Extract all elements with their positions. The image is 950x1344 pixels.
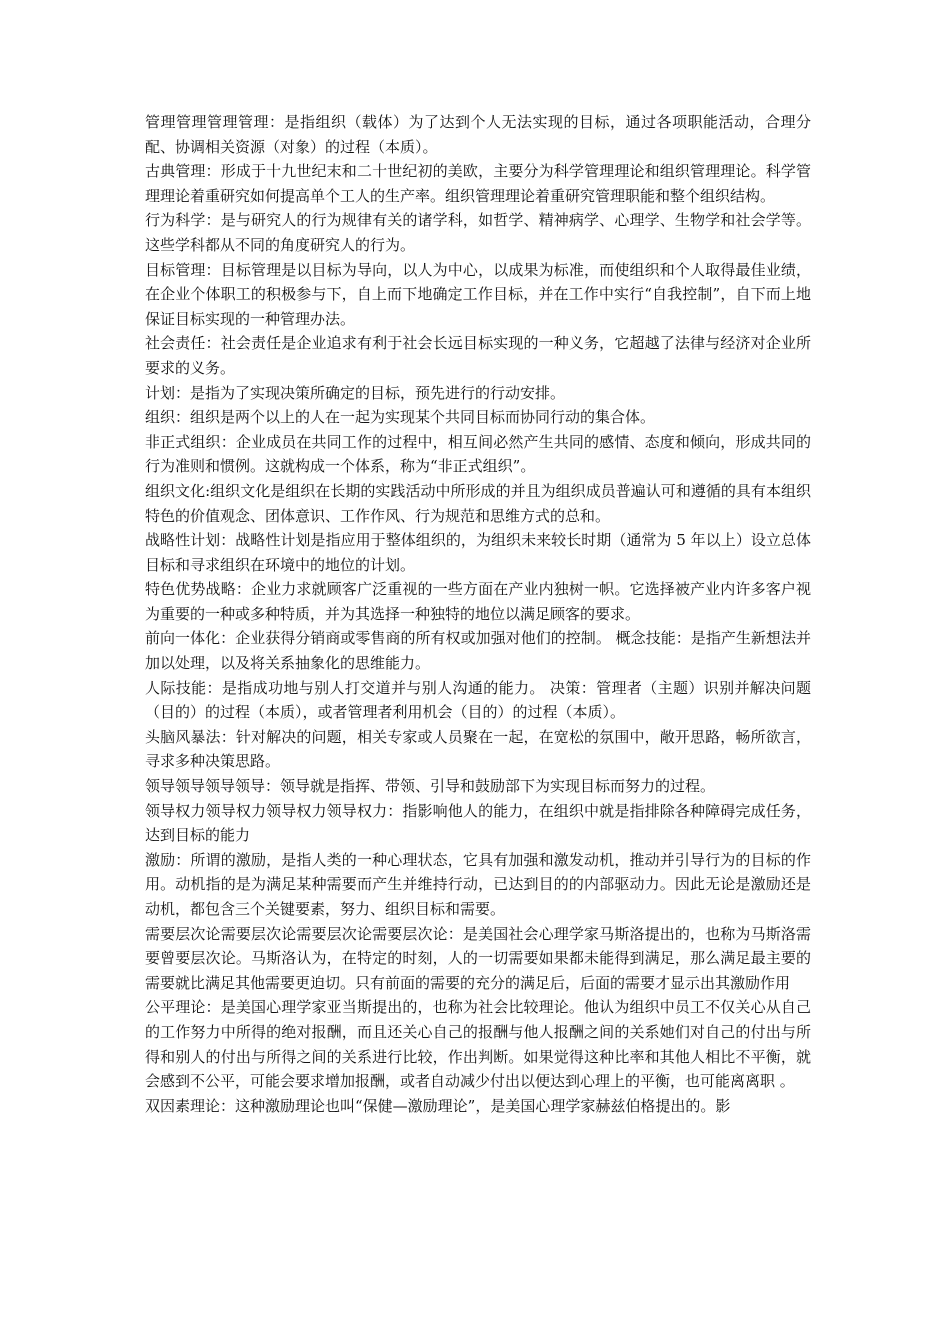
paragraph-classical-management: 古典管理：形成于十九世纪末和二十世纪初的美欧，主要分为科学管理理论和组织管理理论。科学管理理论着重研究如何提高单个工人的生产率。组织管理理论着重研究管理职能和整个组织结构。 [145,162,811,205]
paragraph-hierarchy-of-needs: 需要层次论需要层次论需要层次论需要层次论：是美国社会心理学家马斯洛提出的，也称为马斯洛需要曾要层次论。马斯洛认为，在特定的时刻，人的一切需要如果都未能得到满足，那么满足最主要的需要就比满足其他需要更迫切。只有前面的需要的充分的满足后，后面的需要才显示出其激励作用 [145,924,811,992]
paragraph-organization: 组织：组织是两个以上的人在一起为实现某个共同目标而协同行动的集合体。 [145,408,656,427]
paragraph-leadership-power: 领导权力领导权力领导权力领导权力：指影响他人的能力，在组织中就是指排除各种障碍完成任务，达到目标的能力 [145,801,811,845]
paragraph-forward-integration: 前向一体化：企业获得分销商或零售商的所有权或加强对他们的控制。 概念技能：是指产生新想法并加以处理，以及将关系抽象化的思维能力。 [145,629,811,673]
paragraph-management: 管理管理管理管理：是指组织（载体）为了达到个人无法实现的目标，通过各项职能活动，合理分配、协调相关资源（对象）的过程（本质）。 [145,113,811,156]
paragraph-interpersonal-skills: 人际技能：是指成功地与别人打交道并与别人沟通的能力。 决策：管理者（主题）识别并解决问题（目的）的过程（本质），或者管理者利用机会（目的）的过程（本质）。 [145,678,811,722]
paragraph-differentiation-strategy: 特色优势战略：企业力求就顾客广泛重视的一些方面在产业内独树一帜。它选择被产业内许多客户视为重要的一种或多种特质，并为其选择一种独特的地位以满足顾客的要求。 [145,580,811,623]
paragraph-leadership: 领导领导领导领导：领导就是指挥、带领、引导和鼓励部下为实现目标而努力的过程。 [145,777,716,796]
paragraph-informal-organization: 非正式组织：企业成员在共同工作的过程中，相互间必然产生共同的感情、态度和倾向，形成共同的行为准则和惯例。这就构成一个体系，称为“非正式组织”。 [145,432,811,476]
paragraph-planning: 计划：是指为了实现决策所确定的目标，预先进行的行动安排。 [145,383,566,402]
document-body [145,110,811,1118]
paragraph-organizational-culture: 组织文化:组织文化是组织在长期的实践活动中所形成的并且为组织成员普遍认可和遵循的具有本组织特色的价值观念、团体意识、工作作风、行为规范和思维方式的总和。 [145,481,811,525]
paragraph-motivation: 激励：所谓的激励，是指人类的一种心理状态，它具有加强和激发动机，推动并引导行为的目标的作用。动机指的是为满足某种需要而产生并维持行动，已达到目的的内部驱动力。因此无论是激励还是动机，都包含三个关键要素，努力、组织目标和需要。 [145,850,811,918]
paragraph-behavioral-science: 行为科学：是与研究人的行为规律有关的诸学科，如哲学、精神病学、心理学、生物学和社会学等。这些学科都从不同的角度研究人的行为。 [145,211,811,254]
paragraph-brainstorming: 头脑风暴法：针对解决的问题，相关专家或人员聚在一起，在宽松的氛围中，敞开思路，畅所欲言，寻求多种决策思路。 [145,727,811,771]
paragraph-two-factor-theory: 双因素理论：这种激励理论也叫“保健—激励理论”，是美国心理学家赫兹伯格提出的。影 [145,1096,731,1115]
paragraph-social-responsibility: 社会责任：社会责任是企业追求有利于社会长远目标实现的一种义务，它超越了法律与经济对企业所要求的义务。 [145,334,811,377]
paragraph-management-by-objectives: 目标管理：目标管理是以目标为导向，以人为中心，以成果为标准，而使组织和个人取得最佳业绩，在企业个体职工的积极参与下，自上而下地确定工作目标，并在工作中实行“自我控制”，自下而上地保证目标实现的一种管理办法。 [145,260,811,328]
paragraph-equity-theory: 公平理论：是美国心理学家亚当斯提出的，也称为社会比较理论。他认为组织中员工不仅关心从自己的工作努力中所得的绝对报酬，而且还关心自己的报酬与他人报酬之间的关系她们对自己的付出与所得和别人的付出与所得之间的关系进行比较，作出判断。如果觉得这种比率和其他人相比不平衡，就会感到不公平，可能会要求增加报酬，或者自动减少付出以便达到心理上的平衡，也可能离离职 。 [145,998,811,1091]
paragraph-strategic-planning: 战略性计划：战略性计划是指应用于整体组织的，为组织未来较长时期（通常为 5 年以上）设立总体目标和寻求组织在环境中的地位的计划。 [145,531,811,574]
